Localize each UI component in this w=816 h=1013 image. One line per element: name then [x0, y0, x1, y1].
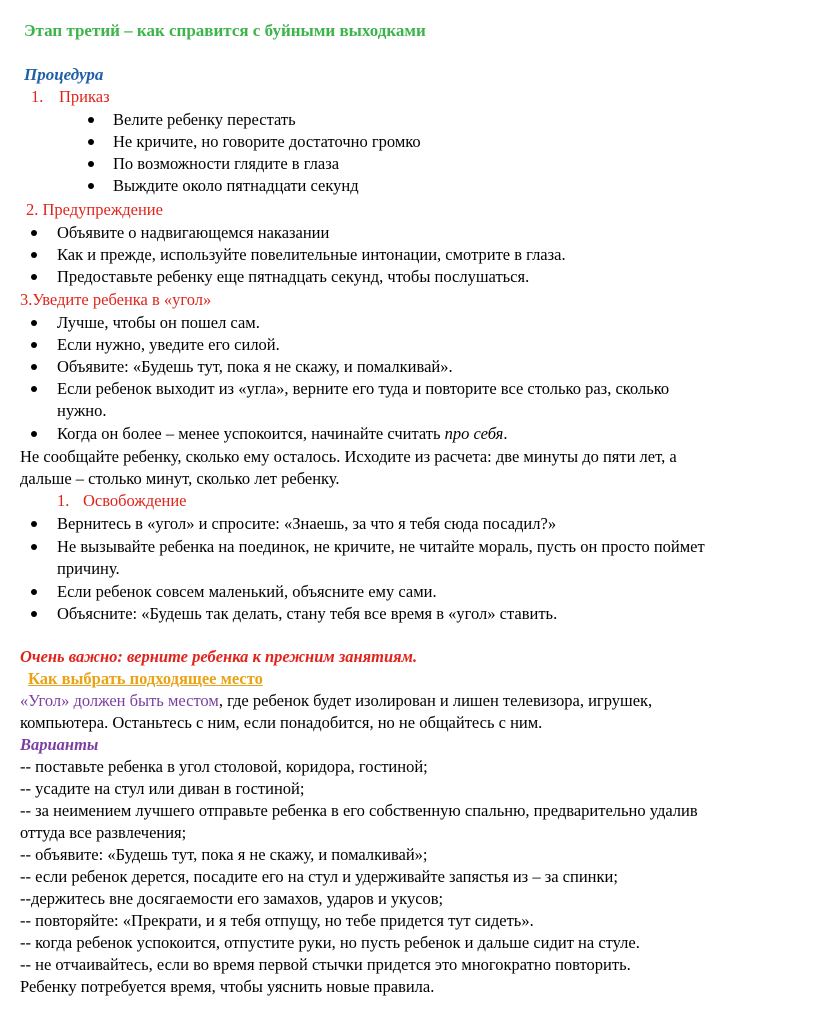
corner-lead-text: «Угол» должен быть местом: [20, 691, 219, 710]
section1-number: 1.: [31, 87, 44, 106]
section1-heading: Приказ: [59, 87, 110, 106]
bullet-icon: [31, 274, 37, 280]
procedure-heading: Процедура: [24, 65, 104, 84]
list-item: По возможности глядите в глаза: [113, 154, 340, 173]
list-item: Если ребенок совсем маленький, объясните ему сами.: [57, 582, 437, 601]
note-line: дальше – столько минут, сколько лет ребенку.: [20, 469, 340, 488]
variant-line: оттуда все развлечения;: [20, 823, 187, 842]
list-item: Не кричите, но говорите достаточно громко: [113, 132, 421, 151]
variant-line: --держитесь вне досягаемости его замахов, ударов и укусов;: [20, 889, 444, 908]
variant-line: -- когда ребенок успокоится, отпустите руки, но пусть ребенок и дальше сидит на стуле.: [20, 933, 640, 952]
variants-heading: Варианты: [20, 735, 99, 754]
variant-line: -- повторяйте: «Прекрати, и я тебя отпущу, но тебе придется тут сидеть».: [20, 911, 534, 930]
variant-line: -- за неимением лучшего отправьте ребенка в его собственную спальню, предварительно удалив: [20, 801, 698, 820]
list-item: Когда он более – менее успокоится, начинайте считать про себя.: [57, 424, 508, 443]
list-item: Велите ребенку перестать: [113, 110, 296, 129]
list-item: Выждите около пятнадцати секунд: [113, 176, 359, 195]
section3-heading: 3.Уведите ребенка в «угол»: [20, 290, 212, 309]
list-item: Предоставьте ребенку еще пятнадцать секунд, чтобы послушаться.: [57, 267, 530, 286]
important-note: Очень важно: верните ребенка к прежним занятиям.: [20, 647, 418, 666]
bullet-icon: [88, 117, 94, 123]
list-item: Объясните: «Будешь так делать, стану тебя все время в «угол» ставить.: [57, 604, 558, 623]
bullet-icon: [31, 431, 37, 437]
bullet-icon: [31, 252, 37, 258]
bullet-icon: [31, 544, 37, 550]
bullet-icon: [88, 183, 94, 189]
corner-paragraph-line: компьютера. Останьтесь с ним, если понадобится, но не общайтесь с ним.: [20, 713, 543, 732]
bullet-icon: [31, 342, 37, 348]
bullet-icon: [31, 589, 37, 595]
variant-line: -- усадите на стул или диван в гостиной;: [20, 779, 305, 798]
list-item: Как и прежде, используйте повелительные интонации, смотрите в глаза.: [57, 245, 566, 264]
bullet-icon: [31, 386, 37, 392]
bullet-icon: [31, 611, 37, 617]
list-item: Лучше, чтобы он пошел сам.: [57, 313, 260, 332]
emphasis-text: про себя: [444, 424, 504, 443]
list-item: Если нужно, уведите его силой.: [57, 335, 280, 354]
note-line: Не сообщайте ребенку, сколько ему осталось. Исходите из расчета: две минуты до пяти лет, а: [20, 447, 677, 466]
section2-heading: 2. Предупреждение: [26, 200, 163, 219]
variant-line: -- если ребенок дерется, посадите его на стул и удерживайте запястья из – за спинки;: [20, 867, 618, 886]
bullet-icon: [31, 230, 37, 236]
list-item: Не вызывайте ребенка на поединок, не кричите, не читайте мораль, пусть он просто поймет: [57, 537, 705, 556]
section4-heading: Освобождение: [83, 491, 187, 510]
list-item: Вернитесь в «угол» и спросите: «Знаешь, за что я тебя сюда посадил?»: [57, 514, 557, 533]
choose-place-heading: Как выбрать подходящее место: [28, 669, 263, 688]
bullet-icon: [88, 161, 94, 167]
list-item: Объявите: «Будешь тут, пока я не скажу, и помалкивай».: [57, 357, 453, 376]
variant-line: -- поставьте ребенка в угол столовой, коридора, гостиной;: [20, 757, 428, 776]
bullet-icon: [31, 364, 37, 370]
variant-line: Ребенку потребуется время, чтобы уяснить новые правила.: [20, 977, 435, 996]
corner-paragraph: «Угол» должен быть местом, где ребенок будет изолирован и лишен телевизора, игрушек,: [20, 691, 653, 710]
list-item: Если ребенок выходит из «угла», верните его туда и повторите все столько раз, сколько: [57, 379, 670, 398]
bullet-icon: [31, 320, 37, 326]
bullet-icon: [31, 521, 37, 527]
list-item: Объявите о надвигающемся наказании: [57, 223, 330, 242]
variant-line: -- объявите: «Будешь тут, пока я не скажу, и помалкивай»;: [20, 845, 428, 864]
page-title: Этап третий – как справится с буйными выходками: [24, 21, 426, 40]
list-item-continuation: причину.: [57, 559, 120, 578]
list-item-continuation: нужно.: [57, 401, 107, 420]
section4-number: 1.: [57, 491, 70, 510]
bullet-icon: [88, 139, 94, 145]
variant-line: -- не отчаивайтесь, если во время первой стычки придется это многократно повторить.: [20, 955, 631, 974]
